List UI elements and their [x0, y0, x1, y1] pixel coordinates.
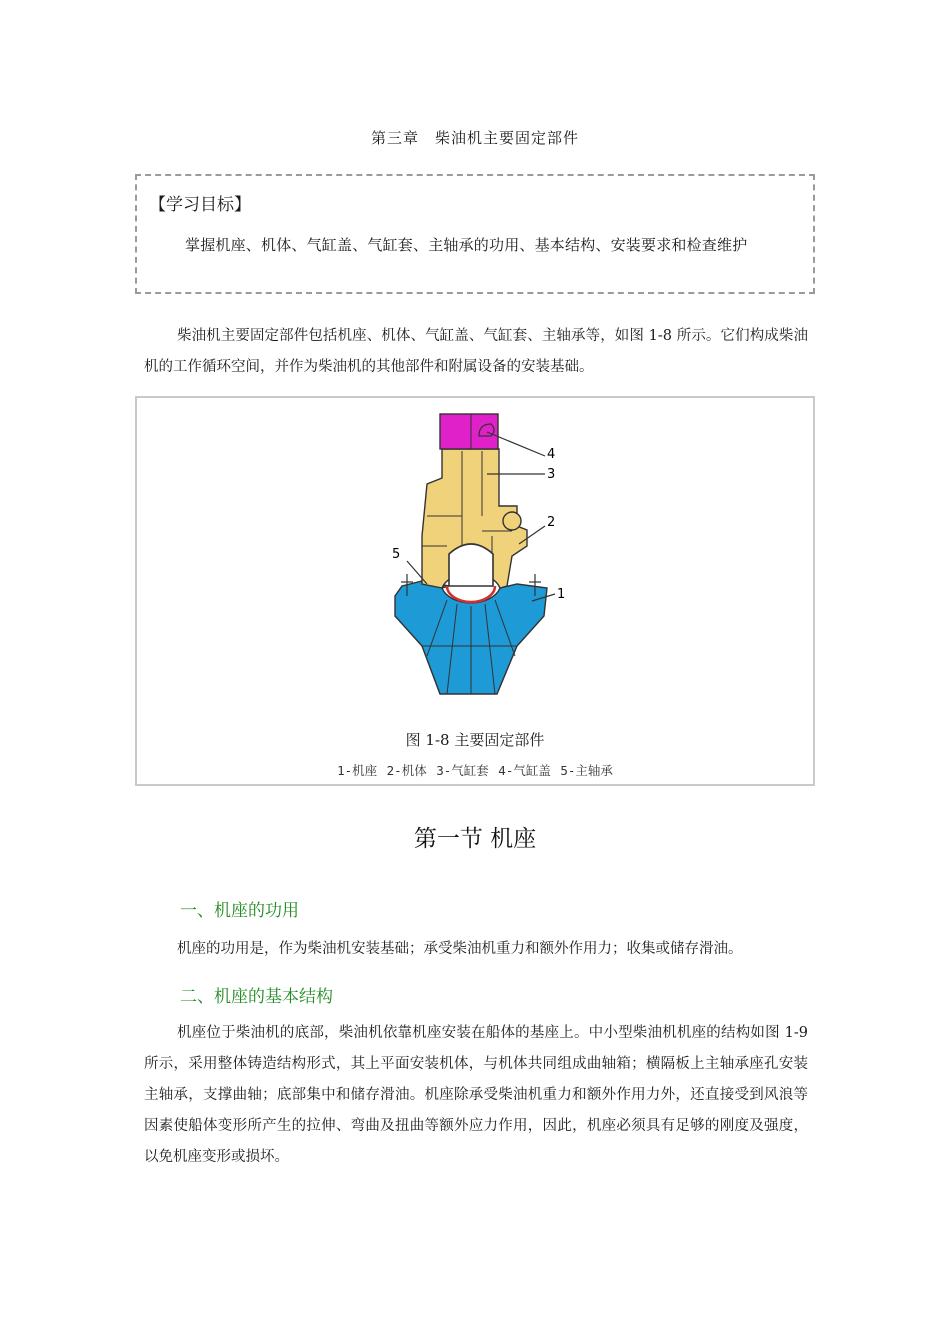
- subsection-1-text: 机座的功用是，作为柴油机安装基础；承受柴油机重力和额外作用力；收集或储存滑油。: [177, 941, 743, 957]
- objective-heading: 【学习目标】: [149, 195, 251, 215]
- intro-paragraph: 柴油机主要固定部件包括机座、机体、气缸盖、气缸套、主轴承等，如图 1-8 所示。它们构成柴油机的工作循环空间，并作为柴油机的其他部件和附属设备的安装基础。: [144, 328, 808, 375]
- engine-cross-section-diagram: [387, 406, 567, 716]
- figure-legend: 1-机座 2-机体 3-气缸套 4-气缸盖 5-主轴承: [337, 763, 613, 778]
- section-title: 第一节 机座: [413, 826, 537, 852]
- objective-text: 掌握机座、机体、气缸盖、气缸套、主轴承的功用、基本结构、安装要求和检查维护: [185, 236, 748, 254]
- figure-1-8: [135, 396, 815, 786]
- callout-5: 5: [392, 547, 401, 562]
- figure-caption: 图 1-8 主要固定部件: [405, 731, 545, 749]
- callout-4: 4: [547, 447, 556, 462]
- chapter-title: 第三章 柴油机主要固定部件: [370, 129, 579, 147]
- cylinder-bore: [449, 544, 493, 586]
- subsection-1-title: 一、机座的功用: [180, 901, 299, 921]
- callout-1: 1: [557, 587, 566, 602]
- subsection-2-text: 机座位于柴油机的底部，柴油机依靠机座安装在船体的基座上。中小型柴油机机座的结构如图 1-9 所示，采用整体铸造结构形式，其上平面安装机体，与机体共同组成曲轴箱；横隔板上主轴承座孔安装主轴承，支撑曲轴；底部集中和储存滑油。机座除承受柴油机重力和额外作用力外，还直接受到风浪等因素使船体变形所产生的拉伸、弯曲及扭曲等额外应力作用，因此，机座必须具有足够的刚度及强度，以免机座变形或损坏。: [144, 1025, 808, 1165]
- cylinder-head-shape: [440, 414, 498, 449]
- subsection-2-title: 二、机座的基本结构: [180, 987, 333, 1007]
- learning-objective-box: [135, 174, 815, 294]
- callout-3: 3: [547, 467, 556, 482]
- oil-passage-circle: [503, 512, 521, 530]
- callout-2: 2: [547, 515, 556, 530]
